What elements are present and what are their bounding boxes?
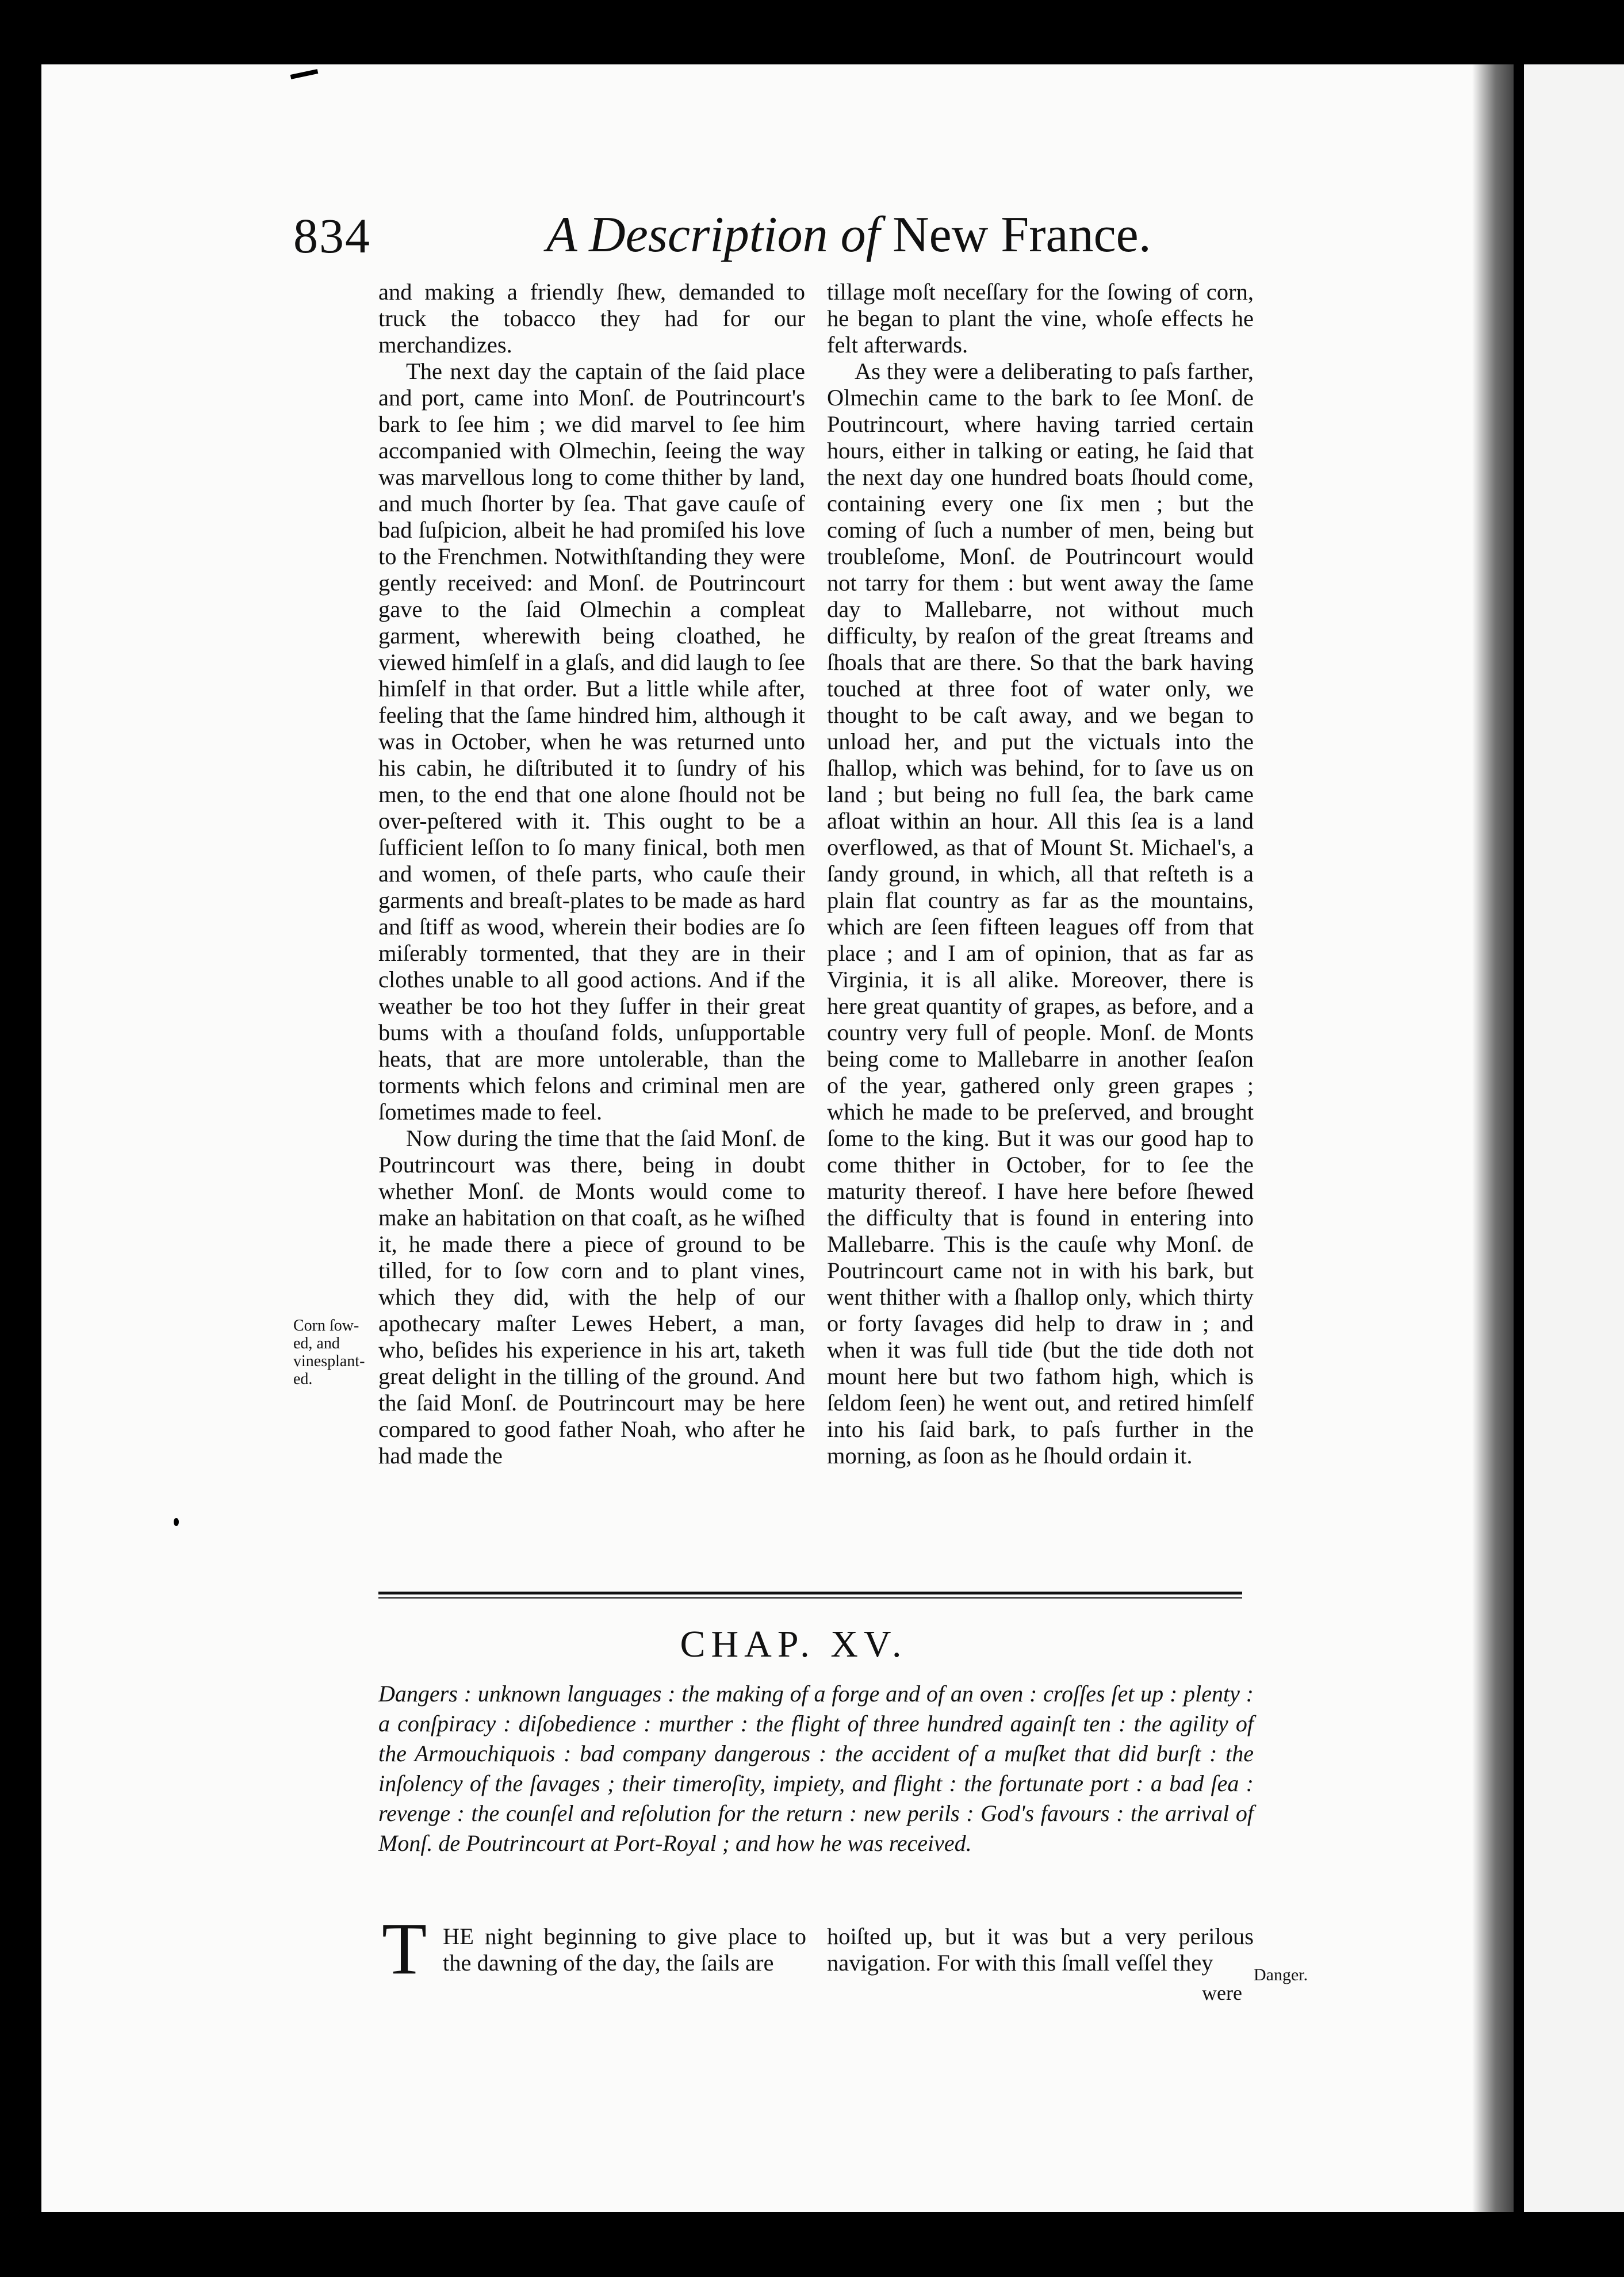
section-rule <box>378 1592 1242 1594</box>
margin-note-danger: Danger. <box>1254 1965 1308 1984</box>
left-column <box>378 279 805 1469</box>
running-title <box>546 206 1151 264</box>
right-column <box>827 279 1254 1469</box>
page-number: 834 <box>293 208 371 263</box>
running-title-roman: New France. <box>893 207 1151 263</box>
page-gutter-shadow <box>1472 64 1524 2212</box>
section-rule-thin <box>378 1597 1242 1598</box>
margin-note-corn: Corn ſow-ed, and vinesplant-ed. <box>293 1317 365 1388</box>
scan-dot <box>174 1518 179 1526</box>
chapter-summary: Dangers : unknown languages : the making of a forge and of an oven : croſſes ſet up : plenty : a conſpiracy : diſobedience : murther : the flight of three hundred againſt ten : the agility of the Armouchiquois : bad company dangerous : the accident of a muſket that did burſt : the inſolency of the ſavages ; their timeroſity, impiety, and flight : the fortunate port : a bad ſea : revenge : the counſel and reſolution for the return : new perils : God's favours : the arrival of Monſ. de Poutrincourt at Port-Royal ; and how he was received. <box>378 1681 1254 1856</box>
paragraph: and making a friendly ſhew, demanded to truck the tobacco they had for our merchandizes. <box>378 279 805 358</box>
adjacent-page-edge <box>1524 64 1624 2212</box>
drop-cap: T <box>382 1908 427 1989</box>
paragraph: tillage moſt neceſſary for the ſowing of corn, he began to plant the vine, whoſe effects he felt afterwards. <box>827 279 1254 358</box>
paragraph: The next day the captain of the ſaid place and port, came into Monſ. de Poutrincourt's bark to ſee him ; we did marvel to ſee him accompanied with Olmechin, ſeeing the way was marvellous long to come thither by land, and much ſhorter by ſea. That gave cauſe of bad ſuſpicion, albeit he had promiſed his love to the Frenchmen. Notwithſtanding they were gently received: and Monſ. de Poutrincourt gave to the ſaid Olmechin a compleat garment, wherewith being cloathed, he viewed himſelf in a glaſs, and did laugh to ſee himſelf in that order. But a little while after, feeling that the ſame hindred him, although it was in October, when he was returned unto his cabin, he diſtributed it to ſundry of his men, to the end that one alone ſhould not be over-peſtered with it. This ought to be a ſufficient leſſon to ſo many finical, both men and women, of theſe parts, who cauſe their garments and breaſt-plates to be made as hard and ſtiff as wood, wherein their bodies are ſo miſerably tormented, that they are in their clothes unable to all good actions. And if the weather be too hot they ſuffer in their great bums with a thouſand folds, unſupportable heats, that are more untolerable, than the torments which felons and criminal men are ſometimes made to feel. <box>378 358 805 1125</box>
paragraph: As they were a deliberating to paſs farther, Olmechin came to the bark to ſee Monſ. de Poutrincourt, where having tarried certain hours, either in talking or eating, he ſaid that the next day one hundred boats ſhould come, containing every one ſix men ; but the coming of ſuch a number of men, being but troubleſome, Monſ. de Poutrincourt would not tarry for them : but went away the ſame day to Mallebarre, not without much difficulty, by reaſon of the great ſtreams and ſhoals that are there. So that the bark having touched at three foot of water only, we thought to be caſt away, and we began to unload her, and put the victuals into the ſhallop, which was behind, for to ſave us on land ; but being no full ſea, the bark came afloat within an hour. All this ſea is a land overflowed, as that of Mount St. Michael's, a ſandy ground, in which, all that reſteth is a plain flat country as far as the mountains, which are ſeen fifteen leagues off from that place ; and I am of opinion, that as far as Virginia, it is all alike. Moreover, there is here great quantity of grapes, as before, and a country very full of people. Monſ. de Monts being come to Mallebarre in another ſeaſon of the year, gathered only green grapes ; which he made to be preſerved, and brought ſome to the king. But it was our good hap to come thither in October, for to ſee the maturity thereof. I have here before ſhewed the difficulty that is found in entering into Mallebarre. This is the cauſe why Monſ. de Poutrincourt came not in with his bark, but went thither with a ſhallop only, which thirty or forty ſavages did help to draw in ; and when it was full tide (but the tide doth not mount here but two fathom high, which is ſeldom ſeen) he went out, and retired himſelf into his ſaid bark, to paſs further in the morning, as ſoon as he ſhould ordain it. <box>827 358 1254 1469</box>
opening-text-right: hoiſted up, but it was but a very perilous navigation. For with this ſmall veſſel they <box>827 1923 1254 1976</box>
opening-text-left: HE night beginning to give place to the dawning of the day, the ſails are <box>443 1923 806 1976</box>
running-title-italic: A Description of <box>546 207 880 263</box>
chapter-heading: CHAP. XV. <box>680 1623 907 1665</box>
paragraph: Now during the time that the ſaid Monſ. de Poutrincourt was there, being in doubt whether Monſ. de Monts would come to make an habitation on that coaſt, as he wiſhed it, he made there a piece of ground to be tilled, for to ſow corn and to plant vines, which they did, with the help of our apothecary maſter Lewes Hebert, a man, who, beſides his experience in his art, taketh great delight in the tilling of the ground. And the ſaid Monſ. de Poutrincourt may be here compared to good father Noah, who after he had made the <box>378 1125 805 1469</box>
catchword: were <box>1202 1981 1242 2004</box>
